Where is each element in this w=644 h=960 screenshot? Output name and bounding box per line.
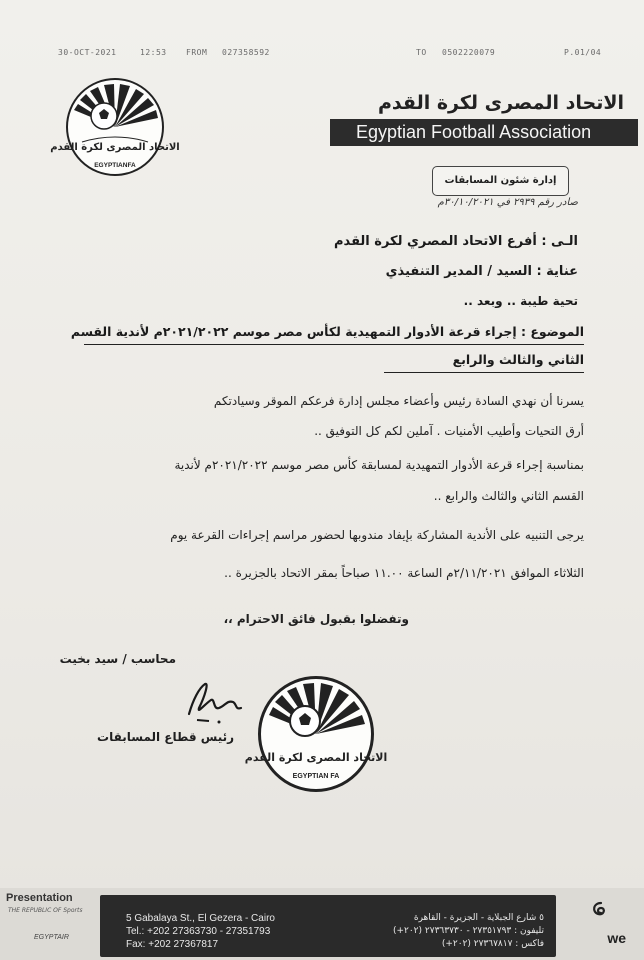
body-paragraph-1-line-1: يسرنا أن نهدي السادة رئيس وأعضاء مجلس إدارة فرعكم الموقر وسيادتكم — [213, 394, 584, 408]
sponsor-egyptair-logo: EGYPTAIR — [34, 934, 69, 941]
competitions-sector-head: رئيس قطاع المسابقات — [97, 730, 234, 744]
sponsor-we-logo: we — [607, 930, 626, 946]
address-english — [126, 912, 275, 951]
recipient-line: الـى : أفرع الاتحاد المصري لكرة القدم — [334, 234, 578, 249]
subject-line-2: الثاني والثالث والرابع — [452, 352, 584, 367]
efa-logo — [50, 78, 180, 176]
sponsor-presentation-logo: Presentation — [6, 892, 73, 904]
handwritten-signature — [175, 670, 265, 730]
svg-text:الاتحاد المصرى لكرة القدم: الاتحاد المصرى لكرة القدم — [50, 142, 180, 153]
fax-from-label: FROM — [186, 48, 208, 57]
svg-text:الاتحاد المصرى لكرة القدم: الاتحاد المصرى لكرة القدم — [244, 751, 388, 764]
subject-underline — [84, 344, 584, 345]
body-paragraph-1-line-2: أرق التحيات وأطيب الأمنيات . آملين لكم كل التوفيق .. — [314, 424, 584, 438]
fax-to-label: TO — [416, 48, 427, 57]
department-box: إدارة شئون المسابقات — [432, 166, 569, 196]
address-tel-en: Tel.: +202 27363730 - 27351793 — [126, 926, 271, 937]
svg-text:EGYPTIAN FA: EGYPTIAN FA — [292, 773, 340, 780]
subject-line-1: الموضوع : إجراء قرعة الأدوار التمهيدية لكأس مصر موسم ٢٠٢١/٢٠٢٢م لأندية القسم — [70, 324, 584, 339]
address-fax-en: Fax: +202 27367817 — [126, 939, 219, 950]
association-name-english: Egyptian Football Association — [330, 119, 638, 146]
stamp-icon — [244, 679, 388, 789]
fax-from-number: 027358592 — [222, 48, 270, 57]
fax-page: P.01/04 — [564, 48, 602, 57]
address-tel-ar: تليفون : ٢٧٣٥١٧٩٣ - ٢٧٣٦٣٧٣٠ (٢٠٢+) — [392, 926, 544, 936]
body-paragraph-2-line-1: بمناسبة إجراء قرعة الأدوار التمهيدية لمسابقة كأس مصر موسم ٢٠٢١/٢٠٢٢م لأندية — [174, 458, 584, 472]
sponsor-presentation-tagline: THE REPUBLIC OF Sports — [8, 907, 83, 914]
address-street-en: 5 Gabalaya St., El Gezera - Cairo — [126, 913, 275, 924]
body-paragraph-2-line-2: القسم الثاني والثالث والرابع .. — [433, 489, 584, 503]
body-paragraph-3-line-1: يرجى التنبيه على الأندية المشاركة بإيفاد مندوبها لحضور مراسم إجراءات القرعة يوم — [170, 528, 584, 542]
greeting-line: تحية طيبة .. وبعد .. — [463, 294, 578, 308]
accountant-name: محاسب / سيد بخيت — [59, 652, 176, 666]
fax-time: 12:53 — [140, 48, 167, 57]
address-arabic — [393, 912, 544, 951]
reference-number: صادر رقم ٢٩٣٩ في ٣٠/١٠/٢٠٢١م — [437, 197, 578, 208]
attention-line: عناية : السيد / المدير التنفيذي — [385, 264, 578, 279]
we-swirl-icon — [588, 900, 614, 926]
address-fax-ar: فاكس : ٢٧٣٦٧٨١٧ (٢٠٢+) — [441, 939, 544, 949]
closing-line: وتفضلوا بقبول فائق الاحترام ،، — [223, 612, 409, 626]
subject-underline-2 — [384, 372, 584, 373]
svg-text:EGYPTIANFA: EGYPTIANFA — [94, 162, 136, 169]
efa-logo-icon — [50, 80, 180, 174]
body-paragraph-3-line-2: الثلاثاء الموافق ٢/١١/٢٠٢١م الساعة ١١.٠٠ صباحاً بمقر الاتحاد بالجزيرة .. — [224, 566, 584, 580]
fax-date: 30-OCT-2021 — [58, 48, 117, 57]
association-name-arabic: الاتحاد المصرى لكرة القدم — [378, 92, 624, 114]
address-street-ar: ٥ شارع الجبلاية - الجزيرة - القاهرة — [413, 913, 544, 923]
fax-to-number: 0502220079 — [442, 48, 496, 57]
official-stamp — [244, 676, 388, 792]
